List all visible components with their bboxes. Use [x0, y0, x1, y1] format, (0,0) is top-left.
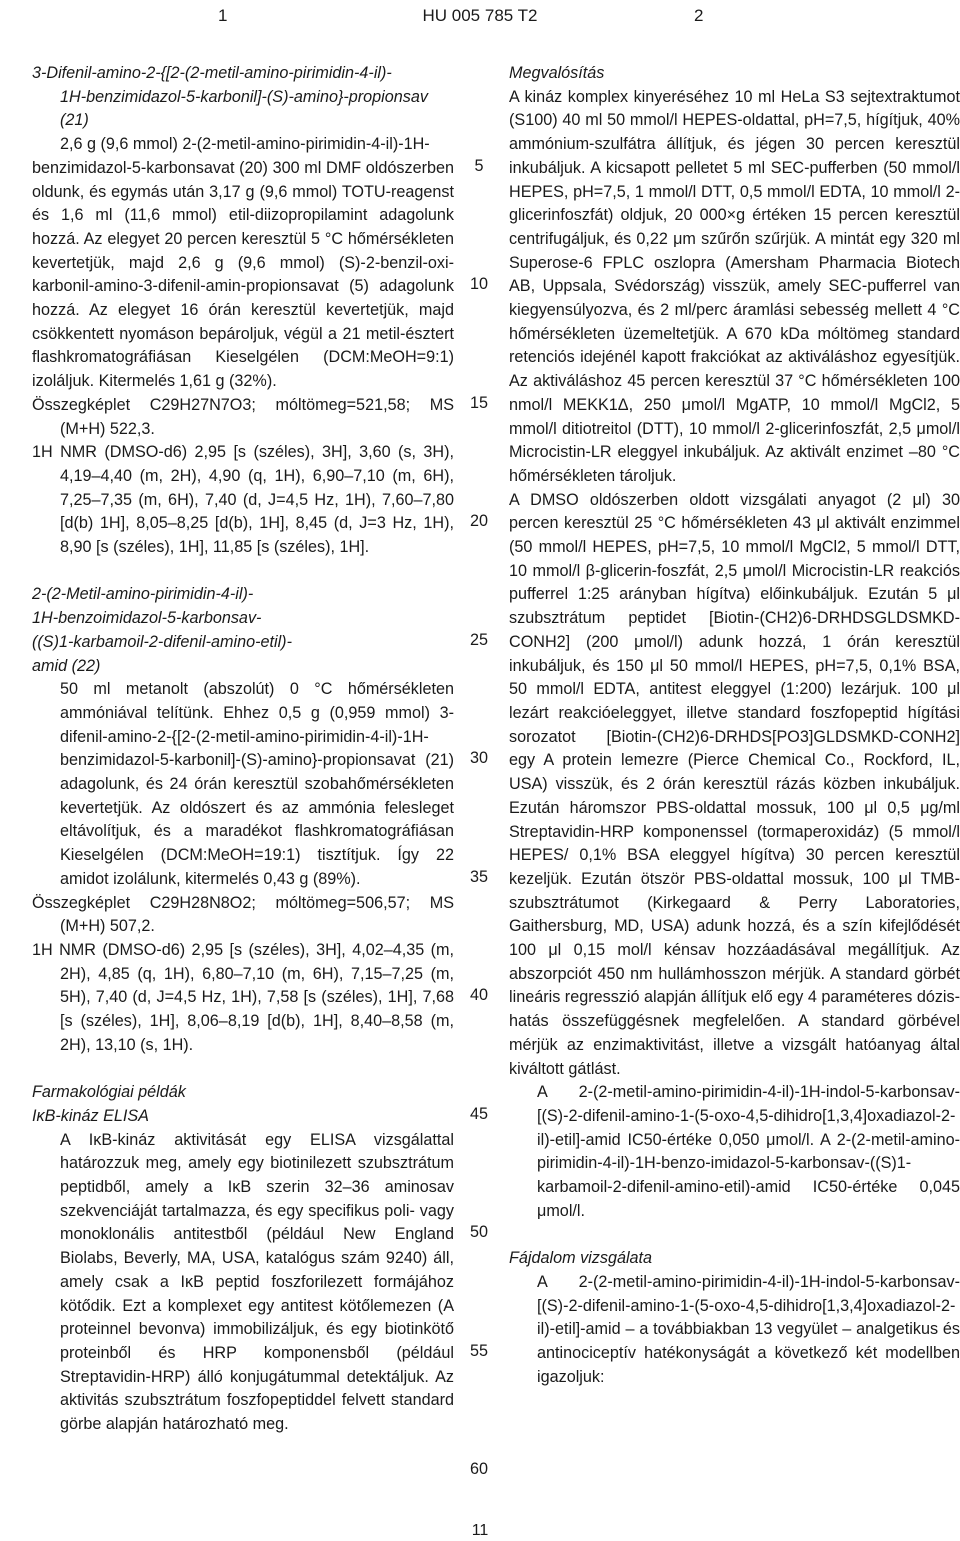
- section-heading: 1H-benzoimidazol-5-karbonsav-: [32, 609, 262, 628]
- paragraph: A 2-(2-metil-amino-pirimidin-4-il)-1H-indol-5-karbonsav-[(S)-2-difenil-amino-1-(5-oxo-4,5-dihidro[1,3,4]oxadiazol-2-il)-etil]-amid IC50-értéke 0,050 μmol/l. A 2-(2-metil-amino-pirimidin-4-il)-1H-benzo-imidazol-5-karbonsav-((S)1-karbamoil-2-difenil-amino-etil)-amid IC50-értéke 0,045 μmol/l.: [537, 1083, 960, 1220]
- paragraph: 1H NMR (DMSO-d6) 2,95 [s (széles), 3H], 3,60 (s, 3H), 4,19–4,40 (m, 2H), 4,90 (q, 1H), 6,90–7,10 (m, 6H), 7,25–7,35 (m, 6H), 7,40 (d, J=4,5 Hz, 1H), 7,60–7,80 [d(b) 1H], 8,05–8,25 [d(b), 1H], 8,45 (d, J=3 Hz, 1H), 8,90 [s (széles), 1H], 11,85 [s (széles), 1H].: [32, 443, 454, 557]
- paragraph: (21): [60, 111, 89, 130]
- paragraph: Összegképlet C29H27N7O3; móltömeg=521,58; MS (M+H) 522,3.: [32, 395, 454, 438]
- section-heading: amid (22): [32, 656, 101, 675]
- paragraph: Összegképlet C29H28N8O2; móltömeg=506,57; MS (M+H) 507,2.: [32, 893, 454, 936]
- paragraph: 50 ml metanolt (abszolút) 0 °C hőmérsékleten ammóniával telítünk. Ehhez 0,5 g (0,959 mmol) 3-difenil-amino-2-{[2-(2-metil-amino-pirimidin-4-il)-1H-benzimidazol-5-karbonil]-(S)-amino}-propionsavat (21) adagolunk, és 24 órán keresztül szobahőmérsékleten kevertetjük. Az oldószert és az ammónia felesleget eltávolítjuk, és a maradékot flashkromatográfiásan Kieselgélen (DCM:MeOH=19:1) tisztítjuk. Így 22 amidot izolálunk, kitermelés 0,43 g (89%).: [60, 680, 454, 888]
- paragraph: A IκB-kináz aktivitását egy ELISA vizsgálattal határozzuk meg, amely egy biotinilezett szubsztrátum peptidből, amely a IκB szerin 32–36 aminosav szekvenciáját tartalmazza, és egy specifikus poli- vagy monoklonális antitestből (például New England Biolabs, Beverly, MA, USA, katalógus szám 9240) áll, amely csak a IκB peptid foszforilezett formájához kötődik. Ezt a komplexet egy antitest kötőlemezen (A proteinnel bevonva) immobilizáljuk, és egy biotinkötő proteinből és HRP komponensből (például Streptavidin-HRP) álló konjugátummal detektáljuk. Az aktivitás szubsztrátum foszfopeptiddel felvett standard görbe alapján határozható meg.: [60, 1130, 454, 1434]
- header-patent-number: HU 005 785 T2: [422, 6, 538, 25]
- spacer: [509, 1223, 960, 1247]
- section-heading: Megvalósítás: [509, 64, 605, 82]
- header-page-left: 1: [218, 6, 228, 25]
- left-column: [32, 62, 454, 1437]
- paragraph: 1H-benzimidazol-5-karbonil]-(S)-amino}-propionsav: [60, 87, 428, 106]
- section-heading: 2-(2-Metil-amino-pirimidin-4-il)-: [32, 585, 254, 604]
- section-heading: ((S)1-karbamoil-2-difenil-amino-etil)-: [32, 632, 292, 651]
- line-number: 15: [469, 393, 488, 412]
- paragraph: 1H NMR (DMSO-d6) 2,95 [s (széles), 3H], 4,02–4,35 (m, 2H), 4,85 (q, 1H), 6,80–7,10 (m, 6H), 7,15–7,25 (m, 5H), 7,40 (d, J=4,5 Hz, 1H), 7,58 [s (széles), 1H], 7,68 [s (széles), 1H], 8,06–8,19 [d(b), 1H], 8,40–8,58 (m, 2H), 13,10 (s, 1H).: [32, 941, 454, 1054]
- line-number: 25: [469, 630, 488, 649]
- line-number: 5: [474, 156, 484, 175]
- spacer: [32, 1058, 454, 1082]
- paragraph: 2,6 g (9,6 mmol) 2-(2-metil-amino-pirimidin-4-il)-1H-: [60, 135, 430, 154]
- right-column: [509, 62, 960, 1389]
- spacer: [32, 560, 454, 584]
- section-heading: Farmakológiai példák: [32, 1083, 186, 1102]
- line-number: 35: [469, 867, 488, 886]
- line-number: 60: [469, 1460, 488, 1479]
- line-number: 10: [469, 275, 488, 294]
- footer-page-number: 11: [471, 1522, 489, 1539]
- paragraph: A kináz komplex kinyeréséhez 10 ml HeLa S3 sejtextraktumot (S100) 40 ml 50 mmol/l HEPES-oldattal, pH=7,5, hígítjuk, 40% ammónium-szulfátra állítjuk, és jégen 30 percen keresztül inkubáljuk. A kicsapott pelletet 5 ml SEC-pufferben (50 mmol/l HEPES, pH=7,5, 1 mmol/l DTT, 0,5 mmol/l EDTA, 10 mmol/l 2-glicerinfoszfát) oldjuk, 20 000×g értéken 15 percen keresztül centrifugáljuk, és 0,22 μm szűrőn szűrjük. A mintát egy 320 ml Superose-6 FPLC oszlopra (Amersham Pharmacia Biotech AB, Uppsala, Svédország) visszük, amely SEC-pufferrel van kiegyensúlyozva, és 2 ml/perc áramlási sebesség mellett 4 °C hőmérsékleten üzemeltetjük. A 670 kDa móltömeg standard retenciós idejénél kapott frakciókat az aktiváláshoz egyesítjük. Az aktiváláshoz 45 percen keresztül 37 °C hőmérsékleten 100 nmol/l MEKK1Δ, 250 μmol/l MgATP, 10 mmol/l MgCl2, 5 mmol/l ditiotreitol (DTT), 10 mmol/l 2-glicerinfoszfát, 2,5 μmol/l Microcistin-LR eleggyel inkubáljuk. Az aktivált enzimet –80 °C hőmérsékleten tároljuk.: [509, 87, 960, 485]
- line-number: 45: [469, 1104, 488, 1123]
- line-number: 30: [469, 749, 488, 768]
- line-number: 40: [469, 986, 488, 1005]
- paragraph: A DMSO oldószerben oldott vizsgálati anyagot (2 μl) 30 percen keresztül 25 °C hőmérsékleten 43 μl aktivált enzimmel (50 mmol/l HEPES, pH=7,5, 10 mmol/l MgCl2, 5 mmol/l DTT, 10 mmol/l β-glicerin-foszfát, 2,5 μmol/l Microcistin-LR reakciós pufferrel 1:25 arányban hígítva) előinkubáljuk. Ezután 5 μl szubsztrátum peptidet [Biotin-(CH2)6-DRHDSGLDSMKD-CONH2] (200 μmol/l) adunk hozzá, 1 órán keresztül inkubáljuk, és 150 μl 50 mmol/l HEPES, pH=7,5, 0,1% BSA, 50 mmol/l EDTA, antitest eleggyel (1:200) lezárjuk. 100 μl lezárt reakcióeleggyet, illetve standard foszfopeptid hígítási sorozatot [Biotin-(CH2)6-DRHDS[PO3]GLDSMKD-CONH2] egy A protein lemezre (Pierce Chemical Co., Rockford, IL, USA) visszük, és 2 órán keresztül rázás közben inkubáljuk. Ezután háromszor PBS-oldattal mossuk, 100 μl 0,5 μg/ml Streptavidin-HRP komponenssel (tormaperoxidáz) (5 mmol/l HEPES/ 0,1% BSA eleggyel hígítva) 30 percen keresztül kezeljük. Ezután ötször PBS-oldattal mossuk, 100 μl TMB-szubsztrátumot (Kirkegaard & Perry Laboratories, Gaithersburg, MD, USA) adunk hozzá, és a szín kifejlődését 100 μl 0,15 mol/l kénsav hozzáadásával megállítjuk. Az abszorpciót 450 nm hullámhosszon mérjük. A standard görbét lineáris regresszió alapján állítjuk elő egy 4 paraméteres dózis-hatás összefüggésnek megfelelően. A standard görbével mérjük az enzimaktivitást, illetve a vizsgált hatóanyag által kiváltott gátlást.: [509, 490, 960, 1078]
- header-page-right: 2: [694, 6, 704, 25]
- paragraph: benzimidazol-5-karbonsavat (20) 300 ml DMF oldószerben oldunk, és egymás után 3,17 g (9,6 mmol) TOTU-reagenst és 1,6 ml (11,6 mmol) etil-diizopropilamint adagolunk hozzá. Az elegyet 20 percen keresztül 5 °C hőmérsékleten kevertetjük, majd 2,6 g (9,6 mmol) (S)-2-benzil-oxi-karbonil-amino-3-difenil-amin-propionsavat (5) adagolunk hozzá. Az elegyet 16 órán keresztül kevertetjük, majd csökkentett nyomáson bepároljuk, végül a 21 metil-észtert flashkromatográfiásan Kieselgélen (DCM:MeOH=9:1) izoláljuk. Kitermelés 1,61 g (32%).: [32, 158, 454, 391]
- line-number: 55: [469, 1341, 488, 1360]
- line-number: 20: [469, 512, 488, 531]
- section-heading: IκB-kináz ELISA: [32, 1106, 149, 1125]
- line-number: 50: [469, 1223, 488, 1242]
- paragraph: A 2-(2-metil-amino-pirimidin-4-il)-1H-indol-5-karbonsav-[(S)-2-difenil-amino-1-(5-oxo-4,5-dihidro[1,3,4]oxadiazol-2-il)-etil]-amid – a továbbiakban 13 vegyület – analgetikus és antinociceptív hatékonyságát a következő két modellben igazoljuk:: [537, 1272, 960, 1386]
- section-heading: Fájdalom vizsgálata: [509, 1249, 653, 1268]
- section-heading: 3-Difenil-amino-2-{[2-(2-metil-amino-pirimidin-4-il)-: [32, 64, 392, 82]
